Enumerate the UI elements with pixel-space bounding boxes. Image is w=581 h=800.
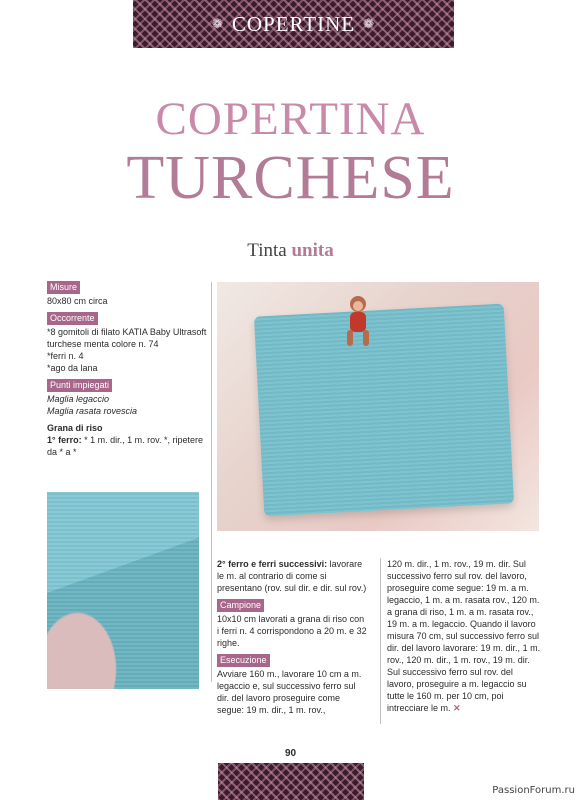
punti-block [47,379,207,417]
misure-value: 80x80 cm circa [47,296,108,306]
instructions-column-2 [387,558,542,714]
grana-title: Grana di riso [47,423,103,433]
grana-row-label: 1° ferro: [47,435,82,445]
grana-block [47,422,207,458]
knit-detail-photo [47,492,199,689]
punti-item: Maglia rasata rovescia [47,406,138,416]
esecuzione-label: Esecuzione [217,654,270,667]
subtitle-plain: Tinta [247,240,287,261]
section-title: COPERTINE [231,11,356,36]
esecuzione-text-a: Avviare 160 m., lavorare 10 cm a m. legaccio e, sul successivo ferro sul dir. del lavoro proseguire come segue: 19 m. dir., 1 m. rov., [217,669,362,715]
page-number: 90 [284,748,297,759]
campione-label: Campione [217,599,264,612]
occorrente-item: *ferri n. 4 [47,351,84,361]
punti-item: Maglia legaccio [47,394,110,404]
grana-row-text: * 1 m. dir., 1 m. rov. *, ripetere da * a * [47,435,203,457]
flower-icon: ❁ [363,16,376,31]
title-line-2: TURCHESE [126,144,455,212]
watermark: PassionForum.ru [492,785,575,796]
blanket-photo [217,282,539,531]
column-divider [211,282,212,682]
header-band [133,0,454,48]
occorrente-item: *8 gomitoli di filato KATIA Baby Ultrasoft turchese menta colore n. 74 [47,327,207,349]
section-header [212,12,375,37]
subtitle [0,240,581,262]
end-mark-icon: ✕ [453,703,461,713]
misure-block [47,281,207,307]
row-2-paragraph [217,558,367,594]
row-2-label: 2° ferro e ferri successivi: [217,559,328,569]
campione-block [217,599,367,649]
blanket-image [254,304,514,517]
occorrente-block [47,312,207,374]
occorrente-item: *ago da lana [47,363,98,373]
esecuzione-block [217,654,367,716]
subtitle-accent: unita [291,240,334,261]
grana-row [47,434,207,458]
left-column [47,281,207,463]
footer-band [218,763,364,800]
row-2-text: lavorare le m. al contrario di come si presentano (rov. sul dir. e dir. sul rov.) [217,559,367,593]
campione-text: 10x10 cm lavorati a grana di riso con i ferri n. 4 corrispondono a 20 m. e 32 righe. [217,614,367,648]
misure-label: Misure [47,281,80,294]
occorrente-label: Occorrente [47,312,98,325]
instructions-column-1 [217,558,367,721]
esecuzione-text-b: 120 m. dir., 1 m. rov., 19 m. dir. Sul successivo ferro sul rov. del lavoro, proseguire come segue: 19 m. a m. legaccio, 1 m. a m. rasata rov., 120 m. a grana di riso, 1 m. a m. rasata rov., 19 m. a m. legaccio. Quando il lavoro misura 70 cm, sul successivo ferro sul dir. del lavoro lavorare: 19 m. dir., 1 m. rov., 120 m. dir., 1 m. rov., 19 m. dir. Sul successivo ferro sul rov. del lavoro, proseguire a m. legaccio su tutte le 160 m. per 10 cm, poi intrecciare le m. [387,559,541,713]
punti-label: Punti impiegati [47,379,112,392]
knit-fold-shading [47,492,199,689]
flower-icon: ❁ [211,16,224,31]
title-line-1: COPERTINA [155,93,426,145]
toy-monkey-icon [339,294,377,350]
